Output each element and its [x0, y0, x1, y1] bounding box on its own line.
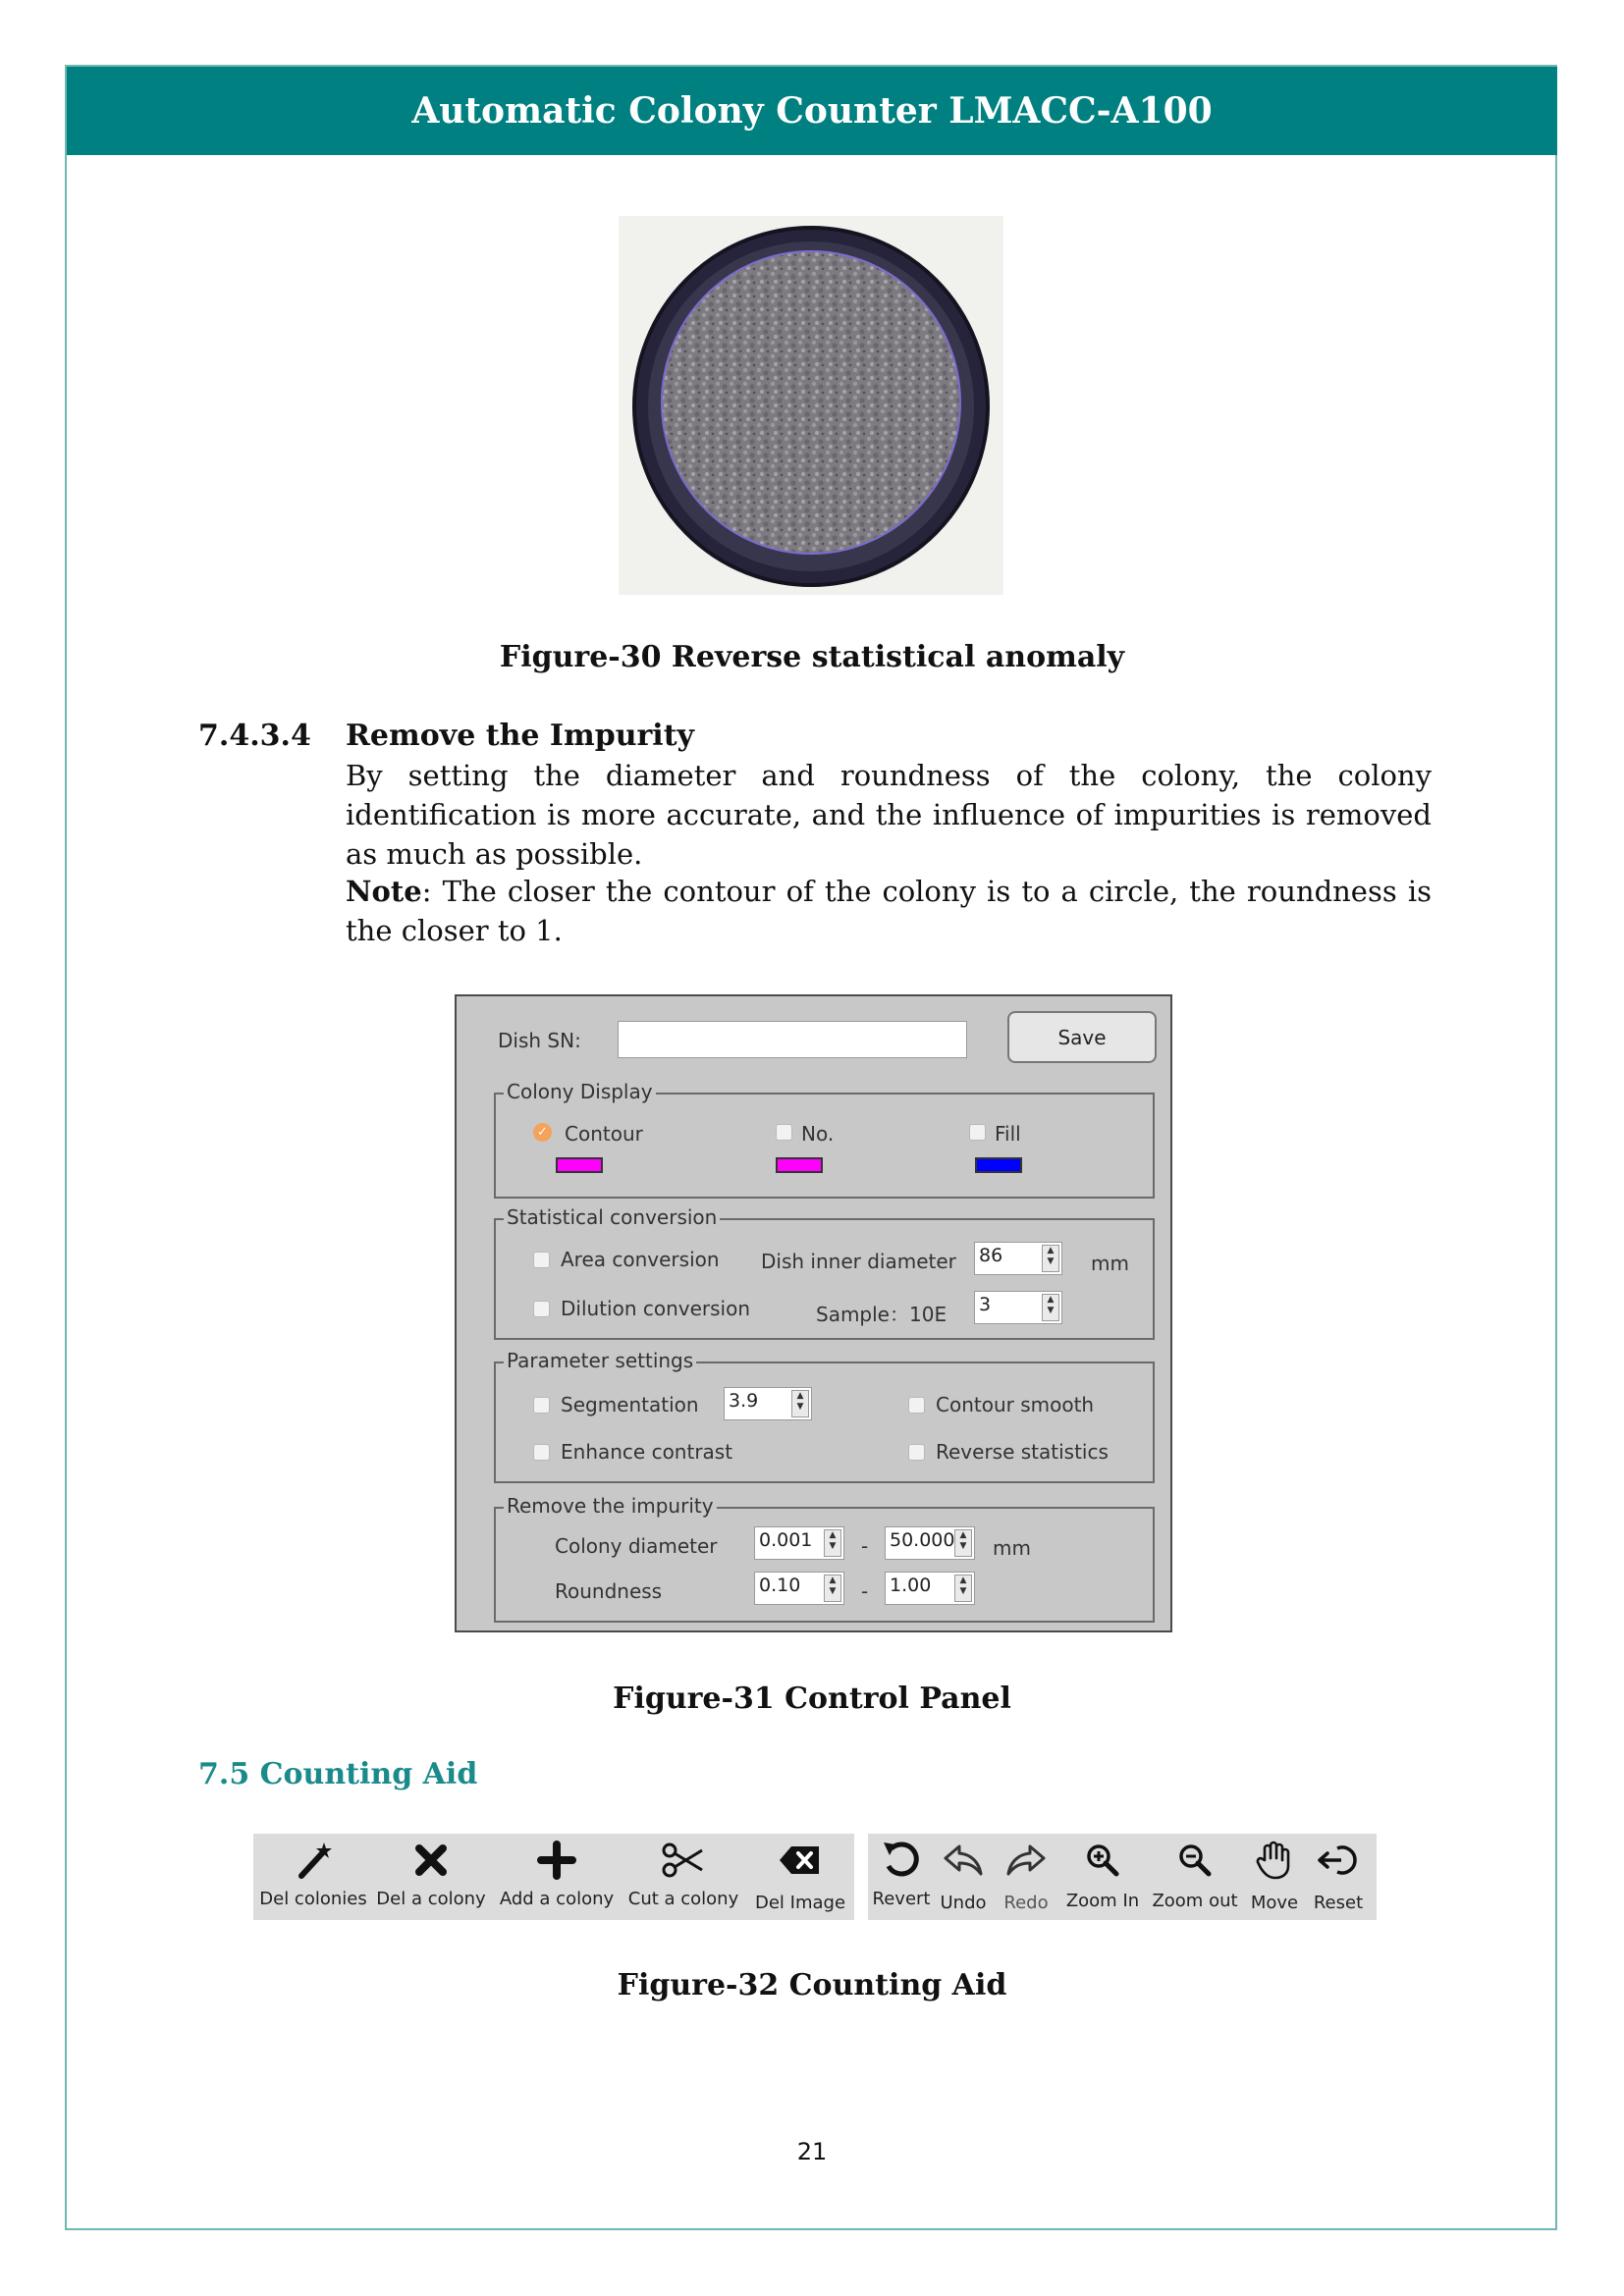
- area-conversion-label: Area conversion: [561, 1248, 720, 1271]
- figure-32-caption: Figure-32 Counting Aid: [617, 1968, 1007, 2002]
- petri-dish-photo: [619, 216, 1003, 595]
- note-text: : The closer the contour of the colony is to a circle, the roundness is the closer to 1.: [346, 875, 1432, 947]
- roundness-min-spinner[interactable]: ▲ ▼: [824, 1575, 841, 1602]
- fill-checkbox[interactable]: [969, 1124, 986, 1141]
- contour-radio[interactable]: ✓: [533, 1123, 552, 1142]
- redo-tool[interactable]: [996, 1834, 1056, 1920]
- del-colonies-label: Del colonies: [259, 1889, 367, 1909]
- roundness-min-input[interactable]: 0.10: [754, 1572, 844, 1605]
- section-75-title: Counting Aid: [259, 1757, 478, 1791]
- del-a-colony-tool[interactable]: [375, 1834, 487, 1920]
- note-label: Note: [346, 875, 422, 908]
- del-image-tool[interactable]: [750, 1834, 850, 1920]
- figure-30-caption: Figure-30 Reverse statistical anomaly: [499, 640, 1125, 674]
- contour-smooth-label: Contour smooth: [936, 1393, 1095, 1416]
- sample-label: Sample：10E: [816, 1303, 947, 1326]
- colony-display-group: [494, 1080, 1155, 1199]
- fill-label: Fill: [995, 1122, 1021, 1146]
- plus-icon: [497, 1838, 617, 1883]
- zoom-out-icon: [1153, 1838, 1237, 1883]
- parameter-settings-group: [494, 1349, 1155, 1483]
- control-panel: [455, 994, 1172, 1632]
- dish-diameter-spinner[interactable]: ▲ ▼: [1042, 1245, 1059, 1272]
- no-checkbox[interactable]: [776, 1124, 792, 1141]
- cut-a-colony-label: Cut a colony: [627, 1889, 739, 1909]
- note-paragraph: [346, 872, 1432, 950]
- roundness-max-spinner[interactable]: ▲ ▼: [954, 1575, 972, 1602]
- colony-diameter-min-input[interactable]: 0.001: [754, 1526, 844, 1560]
- revert-label: Revert: [872, 1889, 931, 1909]
- page-number: 21: [796, 2138, 828, 2165]
- hand-icon: [1243, 1838, 1306, 1883]
- area-conversion-checkbox[interactable]: [533, 1252, 550, 1268]
- section-75-number: 7.5: [198, 1757, 250, 1791]
- roundness-label: Roundness: [555, 1579, 663, 1603]
- sample-spinner[interactable]: ▲ ▼: [1042, 1294, 1059, 1321]
- undo-arrow-icon: [933, 1838, 994, 1883]
- colony-diameter-max-input[interactable]: 50.000: [885, 1526, 975, 1560]
- revert-arrow-icon: [870, 1838, 933, 1883]
- reverse-statistics-label: Reverse statistics: [936, 1440, 1109, 1464]
- remove-impurity-title: Remove the impurity: [504, 1494, 717, 1518]
- colony-display-title: Colony Display: [504, 1080, 656, 1103]
- cut-a-colony-tool[interactable]: [628, 1834, 738, 1920]
- colony-diameter-min-spinner[interactable]: ▲ ▼: [824, 1529, 841, 1557]
- backspace-icon: [750, 1838, 850, 1883]
- statistical-conversion-title: Statistical conversion: [504, 1205, 720, 1229]
- counting-toolbar-view: [868, 1834, 1377, 1920]
- parameter-settings-title: Parameter settings: [504, 1349, 696, 1372]
- reset-label: Reset: [1313, 1893, 1364, 1913]
- zoom-in-tool[interactable]: [1060, 1834, 1145, 1920]
- contour-color-swatch[interactable]: [556, 1157, 603, 1173]
- enhance-contrast-label: Enhance contrast: [561, 1440, 733, 1464]
- no-label: No.: [801, 1122, 835, 1146]
- section-number: 7.4.3.4: [198, 719, 311, 753]
- remove-impurity-group: [494, 1494, 1155, 1623]
- fill-color-swatch[interactable]: [975, 1157, 1022, 1173]
- zoom-out-tool[interactable]: [1153, 1834, 1237, 1920]
- del-a-colony-label: Del a colony: [376, 1889, 486, 1909]
- section-title: Remove the Impurity: [346, 719, 694, 753]
- dish-sn-input[interactable]: [618, 1021, 967, 1058]
- contour-smooth-checkbox[interactable]: [908, 1397, 925, 1414]
- del-colonies-tool[interactable]: [255, 1834, 371, 1920]
- dish-sn-label: Dish SN:: [498, 1029, 581, 1052]
- zoom-in-icon: [1060, 1838, 1145, 1883]
- segmentation-label: Segmentation: [561, 1393, 699, 1416]
- dilution-conversion-label: Dilution conversion: [561, 1297, 751, 1320]
- enhance-contrast-checkbox[interactable]: [533, 1444, 550, 1461]
- roundness-max-input[interactable]: 1.00: [885, 1572, 975, 1605]
- segmentation-input[interactable]: 3.9: [724, 1387, 812, 1420]
- figure-31-caption: Figure-31 Control Panel: [613, 1682, 1011, 1716]
- undo-tool[interactable]: [933, 1834, 994, 1920]
- segmentation-checkbox[interactable]: [533, 1397, 550, 1414]
- undo-label: Undo: [940, 1893, 987, 1913]
- section-paragraph: By setting the diameter and roundness of the colony, the colony identification is more accurate, and the influence of impurities is removed as much as possible.: [346, 759, 1432, 871]
- counting-toolbar-edit: [253, 1834, 854, 1920]
- dilution-conversion-checkbox[interactable]: [533, 1301, 550, 1317]
- add-a-colony-label: Add a colony: [499, 1889, 615, 1909]
- redo-arrow-icon: [996, 1838, 1056, 1883]
- reset-tool[interactable]: [1306, 1834, 1371, 1920]
- reset-icon: [1306, 1838, 1371, 1883]
- segmentation-spinner[interactable]: ▲ ▼: [791, 1390, 809, 1417]
- add-a-colony-tool[interactable]: [497, 1834, 617, 1920]
- roundness-range-dash: -: [861, 1579, 869, 1603]
- contour-label: Contour: [565, 1122, 643, 1146]
- redo-label: Redo: [1003, 1893, 1049, 1913]
- header-title: Automatic Colony Counter LMACC-A100: [67, 67, 1557, 155]
- magic-wand-icon: [255, 1838, 371, 1883]
- petri-dish-image: [619, 216, 1003, 595]
- colony-diameter-max-spinner[interactable]: ▲ ▼: [954, 1529, 972, 1557]
- dish-diameter-input[interactable]: 86: [974, 1242, 1062, 1275]
- diameter-range-dash: -: [861, 1534, 869, 1558]
- scissors-icon: [628, 1838, 738, 1883]
- zoom-in-label: Zoom In: [1065, 1891, 1140, 1911]
- section-75-heading: [198, 1757, 477, 1791]
- reverse-statistics-checkbox[interactable]: [908, 1444, 925, 1461]
- dish-diameter-label: Dish inner diameter: [761, 1250, 956, 1273]
- del-image-label: Del Image: [754, 1893, 846, 1913]
- sample-input[interactable]: 3: [974, 1291, 1062, 1324]
- move-label: Move: [1250, 1893, 1299, 1913]
- statistical-conversion-group: [494, 1205, 1155, 1340]
- colony-diameter-label: Colony diameter: [555, 1534, 718, 1558]
- dish-diameter-unit: mm: [1091, 1252, 1129, 1275]
- zoom-out-label: Zoom out: [1152, 1891, 1238, 1911]
- save-button[interactable]: Save: [1007, 1011, 1157, 1063]
- no-color-swatch[interactable]: [776, 1157, 823, 1173]
- colony-diameter-unit: mm: [993, 1536, 1031, 1560]
- x-mark-icon: [375, 1838, 487, 1883]
